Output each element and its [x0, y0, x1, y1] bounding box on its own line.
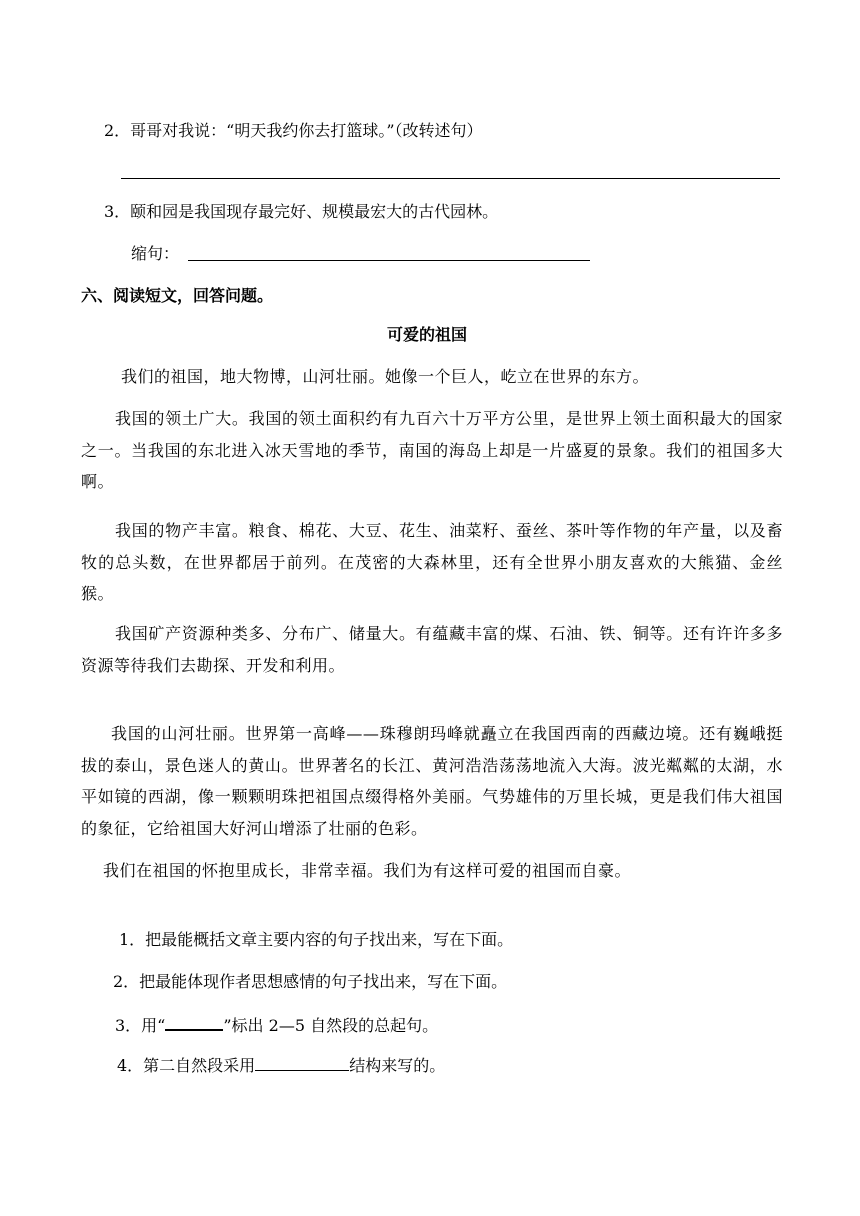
- answer-line-condense[interactable]: [188, 260, 590, 261]
- question-3-condense: 3．颐和园是我国现存最完好、规模最宏大的古代园林。: [104, 202, 499, 221]
- underline-marker-sample: [165, 1013, 223, 1031]
- condense-label: 缩句：: [131, 244, 180, 263]
- reading-question-2: 2．把最能体现作者思想感情的句子找出来，写在下面。: [113, 972, 508, 991]
- question-3-prefix: 3．用“: [115, 1016, 166, 1035]
- article-paragraph-5: 我国的山河壮丽。世界第一高峰——珠穆朗玛峰就矗立在我国西南的西藏边境。还有巍峨挺拔的泰山，景色迷人的黄山。世界著名的长江、黄河浩浩荡荡地流入大海。波光粼粼的太湖，水平如镜的西湖，像一颗颗明珠把祖国点缀得格外美丽。气势雄伟的万里长城，更是我们伟大祖国的象征，它给祖国大好河山增添了壮丽的色彩。: [81, 724, 783, 838]
- article-paragraph-6: 我们在祖国的怀抱里成长，非常幸福。我们为有这样可爱的祖国而自豪。: [103, 861, 632, 880]
- article-paragraph-3: 我国的物产丰富。粮食、棉花、大豆、花生、油菜籽、蚕丝、茶叶等作物的年产量，以及畜牧的总头数，在世界都居于前列。在茂密的大森林里，还有全世界小朋友喜欢的大熊猫、金丝猴。: [81, 521, 783, 603]
- reading-question-1: 1．把最能概括文章主要内容的句子找出来，写在下面。: [119, 930, 514, 949]
- article-paragraph-4: 我国矿产资源种类多、分布广、储量大。有蕴藏丰富的煤、石油、铁、铜等。还有许许多多资源等待我们去勘探、开发和利用。: [81, 624, 783, 675]
- section-heading: 六、阅读短文，回答问题。: [81, 286, 274, 305]
- reading-question-4: [117, 1054, 445, 1076]
- question-3-suffix: ”标出 2—5 自然段的总起句。: [223, 1016, 439, 1035]
- article-title: 可爱的祖国: [387, 325, 468, 344]
- answer-line-q2[interactable]: [121, 178, 780, 179]
- answer-blank-structure[interactable]: [255, 1054, 349, 1071]
- question-4-prefix: 4．第二自然段采用: [117, 1056, 256, 1075]
- question-2-rewrite: 2．哥哥对我说：“明天我约你去打篮球。”（改转述句）: [104, 121, 483, 140]
- article-paragraph-1: 我们的祖国，地大物博，山河壮丽。她像一个巨人，屹立在世界的东方。: [121, 367, 650, 386]
- article-paragraph-2: 我国的领土广大。我国的领土面积约有九百六十万平方公里，是世界上领土面积最大的国家之一。当我国的东北进入冰天雪地的季节，南国的海岛上却是一片盛夏的景象。我们的祖国多大啊。: [81, 409, 783, 491]
- reading-question-3: [115, 1013, 438, 1036]
- question-4-suffix: 结构来写的。: [349, 1056, 446, 1075]
